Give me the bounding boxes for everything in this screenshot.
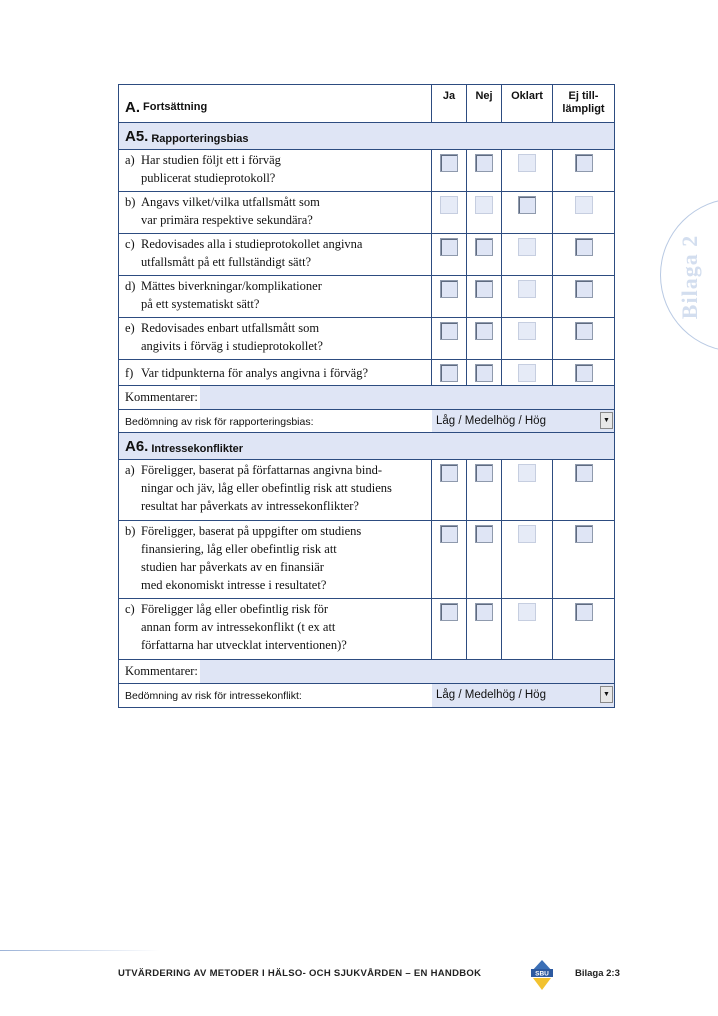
- question-text: Föreligger låg eller obefintlig risk för annan form av intressekonflikt (t ex att författarna har utvecklat interventionen)?: [141, 602, 347, 652]
- comment-field[interactable]: [200, 386, 614, 409]
- checkbox-ja[interactable]: [440, 364, 458, 382]
- checkbox-oklart[interactable]: [518, 525, 536, 543]
- comment-label: Kommentarer:: [125, 664, 198, 678]
- logo-text: SBU: [535, 970, 549, 978]
- checkbox-nej[interactable]: [475, 196, 493, 214]
- risk-row: [119, 410, 614, 433]
- col-nej: Nej: [467, 85, 502, 122]
- question-cell: [119, 150, 432, 191]
- checkbox-ja[interactable]: [440, 280, 458, 298]
- question-cell: [119, 360, 432, 385]
- question-letter: b): [125, 524, 136, 538]
- comment-row: [119, 660, 614, 684]
- risk-row: [119, 684, 614, 707]
- question-letter: d): [125, 279, 136, 293]
- checkbox-oklart[interactable]: [518, 603, 536, 621]
- chevron-down-icon[interactable]: ▼: [600, 412, 613, 429]
- question-text: Har studien följt ett i förväg publicerat studieprotokoll?: [141, 153, 281, 185]
- question-text: Angavs vilket/vilka utfallsmått som var primära respektive sekundära?: [141, 195, 320, 227]
- question-row: [119, 276, 614, 318]
- checkbox-nej[interactable]: [475, 464, 493, 482]
- question-cell: [119, 521, 432, 598]
- question-letter: c): [125, 237, 135, 251]
- footer-page-number: Bilaga 2:3: [575, 968, 620, 979]
- checkbox-ej-tillampligt[interactable]: [575, 464, 593, 482]
- checkbox-nej[interactable]: [475, 525, 493, 543]
- question-cell: [119, 318, 432, 359]
- question-text: Redovisades alla i studieprotokollet angivna utfallsmått på ett fullständigt sätt?: [141, 237, 363, 269]
- risk-label: Bedömning av risk för rapporteringsbias:: [125, 416, 314, 428]
- question-row: [119, 360, 614, 386]
- section-header: [119, 85, 432, 122]
- section-code: A6.: [125, 438, 149, 455]
- question-letter: b): [125, 195, 136, 209]
- checkbox-nej[interactable]: [475, 603, 493, 621]
- sbu-logo: [531, 960, 553, 990]
- comment-row: [119, 386, 614, 410]
- checkbox-ja[interactable]: [440, 464, 458, 482]
- checkbox-ej-tillampligt[interactable]: [575, 238, 593, 256]
- checkbox-ja[interactable]: [440, 603, 458, 621]
- checkbox-nej[interactable]: [475, 364, 493, 382]
- checkbox-oklart[interactable]: [518, 464, 536, 482]
- checkbox-nej[interactable]: [475, 280, 493, 298]
- side-tab-label: Bilaga 2: [677, 234, 702, 320]
- question-cell: [119, 276, 432, 317]
- section-a5-header: [119, 123, 614, 150]
- question-text: Redovisades enbart utfallsmått som angivits i förväg i studieprotokollet?: [141, 321, 323, 353]
- question-text: Föreligger, baserat på författarnas angivna bind- ningar och jäv, låg eller obefintlig risk att studiens resultat har påverkats av intressekonflikter?: [141, 463, 392, 513]
- question-cell: [119, 234, 432, 275]
- checkbox-ja[interactable]: [440, 238, 458, 256]
- col-ej-tillampligt: Ej till- lämpligt: [562, 90, 605, 115]
- question-row: [119, 150, 614, 192]
- checkbox-ja[interactable]: [440, 525, 458, 543]
- comment-label: Kommentarer:: [125, 390, 198, 404]
- checkbox-nej[interactable]: [475, 238, 493, 256]
- risk-dropdown-value: Låg / Medelhög / Hög: [436, 689, 546, 701]
- question-letter: a): [125, 463, 135, 477]
- section-title: Rapporteringsbias: [151, 133, 249, 145]
- checkbox-nej[interactable]: [475, 322, 493, 340]
- section-code: A5.: [125, 128, 149, 145]
- question-row: [119, 318, 614, 360]
- risk-label: Bedömning av risk för intressekonflikt:: [125, 690, 302, 702]
- footer-divider: [0, 950, 160, 951]
- question-row: [119, 460, 614, 521]
- question-cell: [119, 460, 432, 520]
- assessment-table: [118, 84, 615, 708]
- question-row: [119, 192, 614, 234]
- risk-dropdown-value: Låg / Medelhög / Hög: [436, 415, 546, 427]
- checkbox-oklart[interactable]: [518, 322, 536, 340]
- checkbox-ej-tillampligt[interactable]: [575, 364, 593, 382]
- question-row: [119, 521, 614, 599]
- table-header: [119, 85, 614, 123]
- question-cell: [119, 599, 432, 659]
- col-ja: Ja: [432, 85, 467, 122]
- question-row: [119, 599, 614, 660]
- question-cell: [119, 192, 432, 233]
- question-letter: c): [125, 602, 135, 616]
- question-letter: a): [125, 153, 135, 167]
- checkbox-ej-tillampligt[interactable]: [575, 280, 593, 298]
- checkbox-oklart[interactable]: [518, 196, 536, 214]
- section-title: Intressekonflikter: [151, 443, 244, 455]
- checkbox-oklart[interactable]: [518, 364, 536, 382]
- question-row: [119, 234, 614, 276]
- question-letter: e): [125, 321, 135, 335]
- section-letter: A.: [125, 99, 140, 116]
- checkbox-ja[interactable]: [440, 322, 458, 340]
- checkbox-ej-tillampligt[interactable]: [575, 322, 593, 340]
- checkbox-ej-tillampligt[interactable]: [575, 525, 593, 543]
- question-text: Föreligger, baserat på uppgifter om studiens finansiering, låg eller obefintlig risk att studien har påverkats av en finansiär med ekonomiskt intresse i resultatet?: [141, 524, 362, 592]
- footer-title: UTVÄRDERING AV METODER I HÄLSO- OCH SJUKVÅRDEN – EN HANDBOK: [118, 968, 482, 979]
- question-text: Mättes biverkningar/komplikationer på ett systematiskt sätt?: [141, 279, 322, 311]
- checkbox-oklart[interactable]: [518, 238, 536, 256]
- checkbox-oklart[interactable]: [518, 280, 536, 298]
- checkbox-ej-tillampligt[interactable]: [575, 196, 593, 214]
- question-text: Var tidpunkterna för analys angivna i förväg?: [141, 366, 369, 380]
- checkbox-ja[interactable]: [440, 154, 458, 172]
- risk-dropdown[interactable]: [432, 684, 614, 707]
- risk-dropdown[interactable]: [432, 410, 614, 432]
- checkbox-nej[interactable]: [475, 154, 493, 172]
- checkbox-oklart[interactable]: [518, 154, 536, 172]
- section-title: Fortsättning: [143, 101, 208, 113]
- checkbox-ej-tillampligt[interactable]: [575, 603, 593, 621]
- question-letter: f): [125, 366, 134, 380]
- section-a6-header: [119, 433, 614, 460]
- checkbox-ja[interactable]: [440, 196, 458, 214]
- col-oklart: Oklart: [502, 85, 553, 122]
- checkbox-ej-tillampligt[interactable]: [575, 154, 593, 172]
- comment-field[interactable]: [200, 660, 614, 683]
- chevron-down-icon[interactable]: ▼: [600, 686, 613, 703]
